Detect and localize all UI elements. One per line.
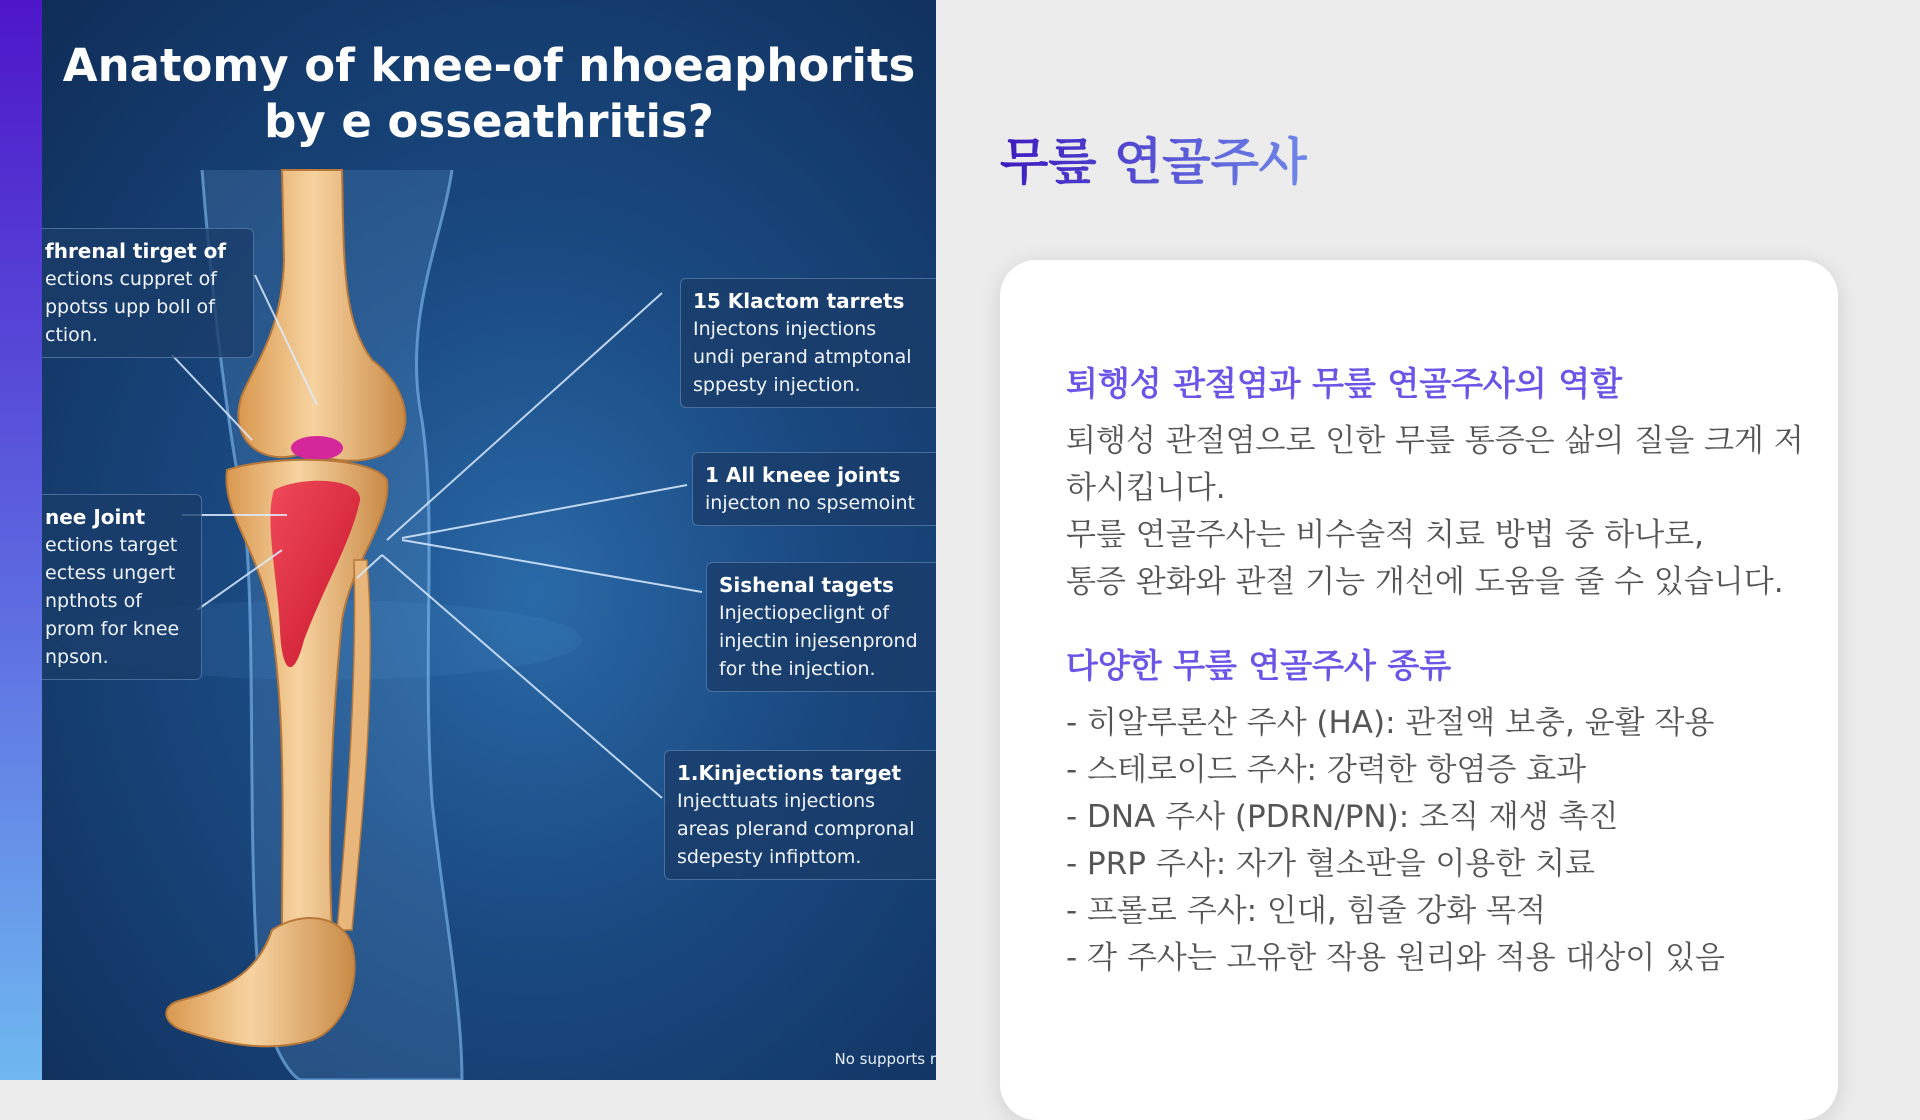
callout-heading: fhrenal tirget of <box>45 239 227 263</box>
callout-line: injectin injesenprond <box>719 630 918 652</box>
callout-line: npson. <box>45 646 109 668</box>
callout-right-3 <box>706 562 936 692</box>
callout-line: sppesty injection. <box>693 374 861 396</box>
list-item: - 히알루론산 주사 (HA): 관절액 보충, 윤활 작용 <box>1066 705 1715 741</box>
callout-line: sdepesty infipttom. <box>677 846 862 868</box>
callout-line: Injectiopeclignt of <box>719 602 890 624</box>
illustration-footnote: No supports r <box>834 1050 936 1068</box>
list-item: - DNA 주사 (PDRN/PN): 조직 재생 촉진 <box>1066 799 1619 835</box>
illustration-title-line2: by e osseathritis? <box>264 95 714 148</box>
callout-line: areas plerand compronal <box>677 818 915 840</box>
illustration-title-line1: Anatomy of knee-of nhoeaphorits <box>62 39 916 92</box>
illustration-title <box>42 38 936 150</box>
list-item: - 각 주사는 고유한 작용 원리와 적용 대상이 있음 <box>1066 940 1725 976</box>
list-item: - 프롤로 주사: 인대, 힘줄 강화 목적 <box>1066 893 1546 929</box>
callout-line: ections target <box>45 534 178 556</box>
callout-line: ectess ungert <box>45 562 176 584</box>
callout-line: Injectons injections <box>693 318 877 340</box>
callout-right-2 <box>692 452 936 526</box>
body-line: 하시킵니다. <box>1066 470 1226 506</box>
callout-top-left <box>42 228 254 358</box>
callout-right-4 <box>664 750 936 880</box>
list-item: - 스테로이드 주사: 강력한 항염증 효과 <box>1066 752 1587 788</box>
callout-line: undi perand atmptonal <box>693 346 912 368</box>
section-body-types <box>1066 700 1796 982</box>
callout-heading: Sishenal tagets <box>719 573 894 597</box>
callout-line: ction. <box>45 324 98 346</box>
callout-heading: 15 Klactom tarrets <box>693 289 905 313</box>
callout-heading: 1.Kinjections target <box>677 761 902 785</box>
section-heading-types: 다양한 무릎 연골주사 종류 <box>1066 646 1452 685</box>
callout-right-1 <box>680 278 936 408</box>
knee-anatomy-illustration <box>42 0 936 1080</box>
section-body-role <box>1066 418 1804 606</box>
body-line: 무릎 연골주사는 비수술적 치료 방법 중 하나로, <box>1066 517 1704 553</box>
callout-heading: 1 All kneee joints <box>705 463 901 487</box>
callout-heading: nee Joint <box>45 505 146 529</box>
body-line: 통증 완화와 관절 기능 개선에 도움을 줄 수 있습니다. <box>1066 564 1784 600</box>
callout-line: ections cuppret of <box>45 268 217 290</box>
callout-line: Injecttuats injections <box>677 790 876 812</box>
callout-mid-left <box>42 494 202 680</box>
accent-bar <box>0 0 42 1080</box>
body-line: 퇴행성 관절염으로 인한 무릎 통증은 삶의 질을 크게 저 <box>1066 423 1804 459</box>
callout-line: injecton no spsemoint <box>705 492 916 514</box>
section-heading-role: 퇴행성 관절염과 무릎 연골주사의 역할 <box>1066 364 1623 403</box>
callout-line: npthots of <box>45 590 142 612</box>
content-card <box>1000 260 1838 1120</box>
list-item: - PRP 주사: 자가 혈소판을 이용한 치료 <box>1066 846 1595 882</box>
meniscus <box>291 436 343 460</box>
page-title: 무릎 연골주사 <box>1000 122 1307 194</box>
callout-line: ppotss upp boll of <box>45 296 215 318</box>
callout-line: prom for knee <box>45 618 180 640</box>
callout-line: for the injection. <box>719 658 876 680</box>
